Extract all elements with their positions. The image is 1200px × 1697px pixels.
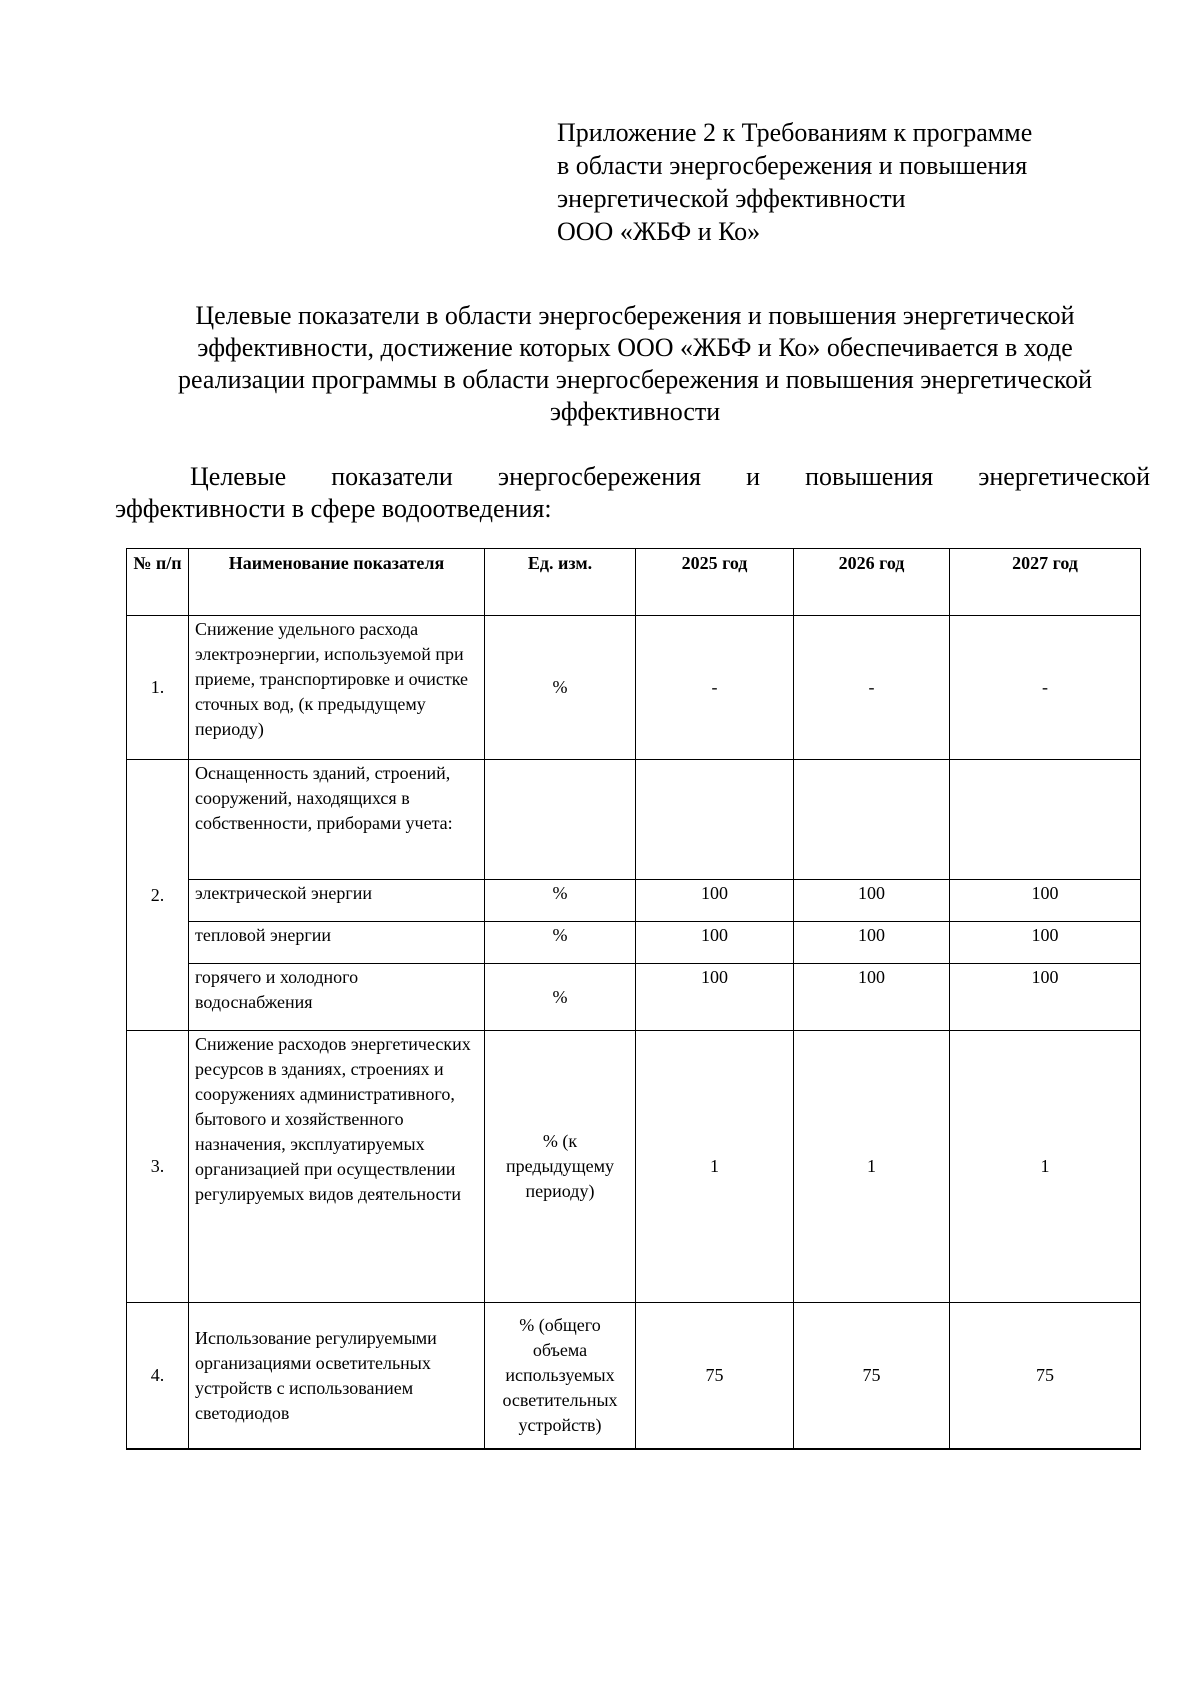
annex-line-1: Приложение 2 к Требованиям к программе [557, 118, 1033, 147]
value-2026: 100 [794, 964, 950, 1031]
empty-cell [485, 760, 636, 880]
title-line-4: эффективности [549, 397, 721, 426]
table-subrow [127, 964, 1141, 1031]
table-header-row [127, 549, 1141, 616]
annex-line-3: энергетической эффективности [557, 184, 906, 213]
value-2025: 75 [636, 1303, 794, 1450]
value-2027: - [950, 616, 1141, 760]
indicator-name: Снижение расходов энергетических ресурсов в зданиях, строениях и сооружениях административного, бытового и хозяйственного назначения, эксплуатируемых организацией при осуществлении регулируемых видов деятельности [189, 1031, 485, 1303]
header-number: № п/п [127, 549, 189, 616]
indicator-name: горячего и холодного водоснабжения [189, 964, 485, 1031]
indicator-unit: % [485, 880, 636, 922]
table-row [127, 1031, 1141, 1303]
value-2027: 75 [950, 1303, 1141, 1450]
value-2027: 100 [950, 880, 1141, 922]
table-row [127, 616, 1141, 760]
annex-reference [557, 116, 1032, 248]
intro-line-1: Целевые показатели энергосбережения и повышения энергетической [190, 462, 1150, 491]
document-title [80, 300, 1190, 428]
value-2026: 100 [794, 922, 950, 964]
indicator-name: Оснащенность зданий, строений, сооружений, находящихся в собственности, приборами учета: [189, 760, 485, 880]
indicator-unit: % (к предыдущему периоду) [485, 1031, 636, 1303]
indicator-name: тепловой энергии [189, 922, 485, 964]
value-2026: 100 [794, 880, 950, 922]
header-year-2027: 2027 год [950, 549, 1141, 616]
row-number: 4. [127, 1303, 189, 1450]
indicator-unit: % [485, 922, 636, 964]
value-2025: 100 [636, 922, 794, 964]
table-row [127, 760, 1141, 880]
header-unit: Ед. изм. [485, 549, 636, 616]
annex-line-4: ООО «ЖБФ и Ко» [557, 217, 761, 246]
header-year-2026: 2026 год [794, 549, 950, 616]
indicator-name: Снижение удельного расхода электроэнергии, используемой при приеме, транспортировке и очистке сточных вод, (к предыдущему периоду) [189, 616, 485, 760]
value-2025: 100 [636, 880, 794, 922]
intro-line-2: эффективности в сфере водоотведения: [115, 494, 552, 523]
empty-cell [950, 760, 1141, 880]
title-line-3: реализации программы в области энергосбережения и повышения энергетической [178, 365, 1092, 394]
value-2026: 75 [794, 1303, 950, 1450]
header-indicator-name: Наименование показателя [189, 549, 485, 616]
value-2025: 100 [636, 964, 794, 1031]
value-2027: 1 [950, 1031, 1141, 1303]
table-subrow [127, 922, 1141, 964]
row-number: 3. [127, 1031, 189, 1303]
value-2025: 1 [636, 1031, 794, 1303]
value-2026: - [794, 616, 950, 760]
table-row [127, 1303, 1141, 1450]
indicator-unit: % [485, 964, 636, 1031]
value-2025: - [636, 616, 794, 760]
indicator-unit: % (общего объема используемых осветительных устройств) [485, 1303, 636, 1450]
value-2027: 100 [950, 922, 1141, 964]
indicator-name: Использование регулируемыми организациями осветительных устройств с использованием светодиодов [189, 1303, 485, 1450]
indicators-table [126, 548, 1141, 1450]
title-line-2: эффективности, достижение которых ООО «ЖБФ и Ко» обеспечивается в ходе [197, 333, 1073, 362]
row-number: 1. [127, 616, 189, 760]
value-2027: 100 [950, 964, 1141, 1031]
empty-cell [636, 760, 794, 880]
indicator-unit: % [485, 616, 636, 760]
empty-cell [794, 760, 950, 880]
annex-line-2: в области энергосбережения и повышения [557, 151, 1028, 180]
header-year-2025: 2025 год [636, 549, 794, 616]
value-2026: 1 [794, 1031, 950, 1303]
title-line-1: Целевые показатели в области энергосбережения и повышения энергетической [195, 301, 1075, 330]
table-subrow [127, 880, 1141, 922]
intro-paragraph [115, 461, 1150, 525]
indicator-name: электрической энергии [189, 880, 485, 922]
row-number: 2. [127, 760, 189, 1031]
